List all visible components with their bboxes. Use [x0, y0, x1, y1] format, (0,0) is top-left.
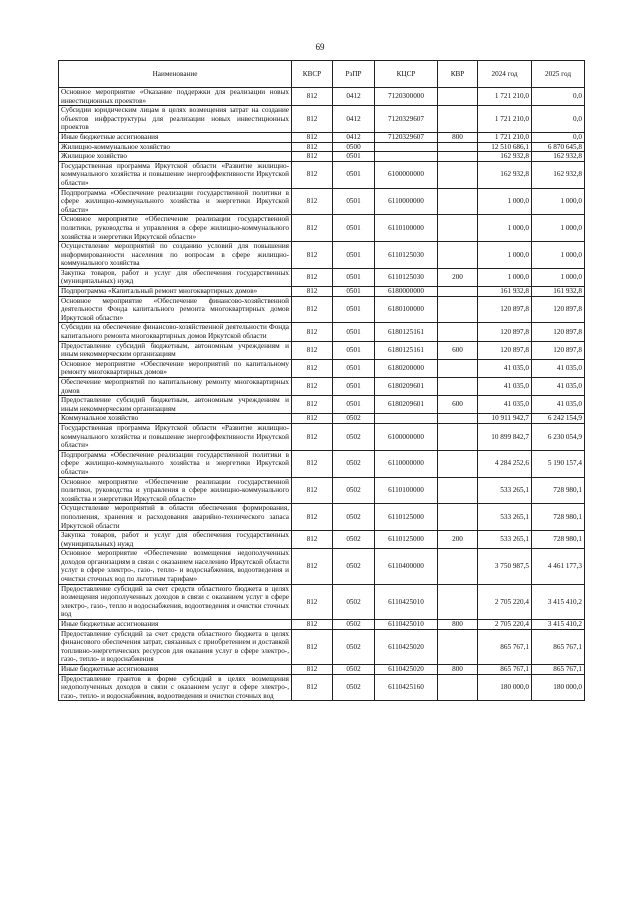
- row-name: Коммунальное хозяйство: [59, 414, 292, 424]
- row-kvr: [438, 450, 478, 477]
- page-number: 69: [315, 42, 325, 52]
- row-kvsr: 812: [292, 88, 333, 106]
- col-header-name: Наименование: [59, 61, 292, 88]
- row-name: Осуществление мероприятий по созданию условий для повышения информированности населения по вопросам в сфере жилищно-коммунального хозяйства: [59, 242, 292, 269]
- row-kvsr: 812: [292, 359, 333, 377]
- row-kvr: [438, 142, 478, 152]
- row-amount-2025: 728 980,1: [532, 504, 585, 531]
- row-kcsr: 6100000000: [375, 423, 438, 450]
- row-amount-2024: 533 265,1: [478, 477, 532, 504]
- table-row: [59, 242, 585, 269]
- row-rzpr: 0501: [333, 378, 375, 396]
- row-kvr: 800: [438, 620, 478, 630]
- row-kvr: [438, 504, 478, 531]
- row-name: Жилищно-коммунальное хозяйство: [59, 142, 292, 152]
- row-kvsr: 812: [292, 584, 333, 619]
- row-amount-2025: 41 035,0: [532, 396, 585, 414]
- table-row: [59, 132, 585, 142]
- row-rzpr: 0502: [333, 674, 375, 701]
- col-header-rzpr: РзПР: [333, 61, 375, 88]
- row-kvr: [438, 378, 478, 396]
- row-name: Субсидии юридическим лицам в целях возмещения затрат на создание объектов инфраструктуры для реализации новых инвестиционных проектов: [59, 106, 292, 133]
- row-name: Подпрограмма «Капитальный ремонт многоквартирных домов»: [59, 287, 292, 297]
- row-kvsr: 812: [292, 188, 333, 215]
- row-kvr: [438, 674, 478, 701]
- row-amount-2024: 12 510 686,1: [478, 142, 532, 152]
- col-header-kvsr: КВСР: [292, 61, 333, 88]
- table-row: [59, 215, 585, 242]
- table-row: [59, 531, 585, 549]
- row-amount-2025: 162 932,8: [532, 161, 585, 188]
- row-kvr: [438, 188, 478, 215]
- row-name: Субсидии на обеспечение финансово-хозяйственной деятельности Фонда капитального ремонта многоквартирных домов Иркутской области: [59, 323, 292, 341]
- row-rzpr: 0412: [333, 106, 375, 133]
- row-amount-2024: 180 000,0: [478, 674, 532, 701]
- row-kvsr: 812: [292, 549, 333, 584]
- row-rzpr: 0501: [333, 161, 375, 188]
- row-kvsr: 812: [292, 323, 333, 341]
- row-kvsr: 812: [292, 414, 333, 424]
- row-kcsr: [375, 152, 438, 162]
- table-row: [59, 341, 585, 359]
- row-kvr: 800: [438, 665, 478, 675]
- row-amount-2024: 1 721 210,0: [478, 132, 532, 142]
- row-amount-2025: 6 230 054,9: [532, 423, 585, 450]
- row-kcsr: 6110125030: [375, 242, 438, 269]
- row-kvr: 600: [438, 396, 478, 414]
- row-kvsr: 812: [292, 287, 333, 297]
- row-amount-2024: 120 897,8: [478, 323, 532, 341]
- row-kcsr: 6110125000: [375, 531, 438, 549]
- row-rzpr: 0501: [333, 188, 375, 215]
- row-name: Предоставление субсидий за счет средств областного бюджета в целях финансового обеспечения затрат, связанных с приобретением и доставкой топливно-энергетических ресурсов для оказания услуг в сфере электро-, газо-, тепло- и водоснабжения: [59, 629, 292, 664]
- row-name: Закупка товаров, работ и услуг для обеспечения государственных (муниципальных) нужд: [59, 268, 292, 286]
- row-rzpr: 0502: [333, 423, 375, 450]
- row-kvr: [438, 584, 478, 619]
- row-amount-2024: 865 767,1: [478, 665, 532, 675]
- row-name: Закупка товаров, работ и услуг для обеспечения государственных (муниципальных) нужд: [59, 531, 292, 549]
- row-kvr: 600: [438, 341, 478, 359]
- row-kvr: [438, 242, 478, 269]
- row-amount-2024: 4 284 252,6: [478, 450, 532, 477]
- col-header-kvr: КВР: [438, 61, 478, 88]
- row-kcsr: 6110100000: [375, 477, 438, 504]
- row-amount-2025: 865 767,1: [532, 629, 585, 664]
- table-row: [59, 152, 585, 162]
- row-kvr: [438, 88, 478, 106]
- row-name: Подпрограмма «Обеспечение реализации государственной политики в сфере жилищно-коммунального хозяйства и энергетики Иркутской области»: [59, 188, 292, 215]
- row-amount-2025: 6 242 154,9: [532, 414, 585, 424]
- row-amount-2025: 120 897,8: [532, 296, 585, 323]
- table-row: [59, 423, 585, 450]
- row-name: Основное мероприятие «Обеспечение реализации государственной политики, руководства и управления в сфере жилищно-коммунального хозяйства и энергетики Иркутской области»: [59, 215, 292, 242]
- row-amount-2024: 2 705 220,4: [478, 584, 532, 619]
- row-name: Основное мероприятие «Обеспечение реализации государственной политики, руководства и управления в сфере жилищно-коммунального хозяйства и энергетики Иркутской области»: [59, 477, 292, 504]
- table-row: [59, 88, 585, 106]
- row-rzpr: 0502: [333, 620, 375, 630]
- row-rzpr: 0412: [333, 88, 375, 106]
- row-amount-2025: 3 415 410,2: [532, 584, 585, 619]
- row-kvsr: 812: [292, 396, 333, 414]
- row-kvsr: 812: [292, 665, 333, 675]
- row-amount-2025: 1 000,0: [532, 188, 585, 215]
- row-kcsr: 6110125000: [375, 504, 438, 531]
- table-row: [59, 106, 585, 133]
- row-kcsr: 6110100000: [375, 215, 438, 242]
- row-name: Предоставление субсидий бюджетным, автономным учреждениям и иным некоммерческим организациям: [59, 396, 292, 414]
- row-kvsr: 812: [292, 378, 333, 396]
- row-kvsr: 812: [292, 504, 333, 531]
- row-amount-2025: 41 035,0: [532, 359, 585, 377]
- row-name: Обеспечение мероприятий по капитальному ремонту многоквартирных домов: [59, 378, 292, 396]
- row-kvsr: 812: [292, 132, 333, 142]
- row-amount-2025: 0,0: [532, 132, 585, 142]
- table-row: [59, 142, 585, 152]
- table-row: [59, 378, 585, 396]
- row-kvr: [438, 359, 478, 377]
- row-kcsr: 6180000000: [375, 287, 438, 297]
- row-name: Жилищное хозяйство: [59, 152, 292, 162]
- row-amount-2024: 120 897,8: [478, 296, 532, 323]
- row-name: Основное мероприятие «Обеспечение возмещения недополученных доходов организациям в связи с оказанием населению Иркутской области услуг в сфере электро-, газо-, тепло- и водоснабжения, водоотведения и очистки сточных вод по льготным тарифам»: [59, 549, 292, 584]
- row-kvr: [438, 296, 478, 323]
- row-kcsr: [375, 142, 438, 152]
- row-amount-2024: 1 000,0: [478, 188, 532, 215]
- row-rzpr: 0502: [333, 504, 375, 531]
- row-rzpr: 0502: [333, 414, 375, 424]
- row-kcsr: 6180209601: [375, 378, 438, 396]
- row-kvsr: 812: [292, 531, 333, 549]
- row-kvr: 800: [438, 132, 478, 142]
- table-row: [59, 665, 585, 675]
- row-rzpr: 0412: [333, 132, 375, 142]
- row-name: Иные бюджетные ассигнования: [59, 620, 292, 630]
- row-kcsr: 6180125161: [375, 323, 438, 341]
- row-kvsr: 812: [292, 477, 333, 504]
- table-row: [59, 188, 585, 215]
- row-name: Предоставление грантов в форме субсидий в целях возмещения недополученных доходов в связи с оказанием услуг в сфере электро-, газо-, тепло- и водоснабжения, водоотведения и очистки сточных вод: [59, 674, 292, 701]
- table-header: [59, 61, 585, 88]
- row-amount-2024: 120 897,8: [478, 341, 532, 359]
- row-amount-2024: 161 932,8: [478, 287, 532, 297]
- row-kvr: [438, 287, 478, 297]
- row-rzpr: 0502: [333, 531, 375, 549]
- row-kcsr: 6180125161: [375, 341, 438, 359]
- row-kvsr: 812: [292, 242, 333, 269]
- row-amount-2025: 1 000,0: [532, 242, 585, 269]
- row-rzpr: 0502: [333, 477, 375, 504]
- row-kvsr: 812: [292, 215, 333, 242]
- table-row: [59, 323, 585, 341]
- row-amount-2025: 1 000,0: [532, 268, 585, 286]
- row-kcsr: [375, 414, 438, 424]
- row-amount-2025: 728 980,1: [532, 477, 585, 504]
- table-row: [59, 450, 585, 477]
- row-kvr: [438, 549, 478, 584]
- table-body: [59, 88, 585, 701]
- row-kvr: [438, 161, 478, 188]
- row-kvsr: 812: [292, 268, 333, 286]
- table-row: [59, 396, 585, 414]
- row-kcsr: 6110425020: [375, 665, 438, 675]
- row-name: Основное мероприятие «Обеспечение мероприятий по капитальному ремонту многоквартирных домов»: [59, 359, 292, 377]
- row-kvsr: 812: [292, 152, 333, 162]
- row-kcsr: 6110000000: [375, 188, 438, 215]
- row-kcsr: 6110425010: [375, 620, 438, 630]
- row-name: Иные бюджетные ассигнования: [59, 665, 292, 675]
- table-row: [59, 674, 585, 701]
- row-rzpr: 0501: [333, 359, 375, 377]
- row-rzpr: 0501: [333, 242, 375, 269]
- table-row: [59, 504, 585, 531]
- row-kvr: [438, 215, 478, 242]
- row-kvr: [438, 323, 478, 341]
- col-header-2024: 2024 год: [478, 61, 532, 88]
- row-amount-2024: 1 721 210,0: [478, 88, 532, 106]
- table-row: [59, 296, 585, 323]
- row-rzpr: 0501: [333, 268, 375, 286]
- row-kvsr: 812: [292, 450, 333, 477]
- row-name: Основное мероприятие «Оказание поддержки для реализации новых инвестиционных проектов»: [59, 88, 292, 106]
- table-row: [59, 584, 585, 619]
- row-kcsr: 6180200000: [375, 359, 438, 377]
- table-row: [59, 477, 585, 504]
- row-amount-2025: 161 932,8: [532, 287, 585, 297]
- row-kcsr: 7120300000: [375, 88, 438, 106]
- row-kvsr: 812: [292, 674, 333, 701]
- row-kvr: [438, 414, 478, 424]
- row-kvsr: 812: [292, 106, 333, 133]
- row-name: Осуществление мероприятий в области обеспечения формирования, пополнения, хранения и расходования аварийно-технического запаса Иркутской области: [59, 504, 292, 531]
- row-amount-2025: 162 932,8: [532, 152, 585, 162]
- row-kcsr: 6110425020: [375, 629, 438, 664]
- row-kvsr: 812: [292, 629, 333, 664]
- row-kvr: 200: [438, 268, 478, 286]
- row-amount-2025: 3 415 410,2: [532, 620, 585, 630]
- row-amount-2024: 533 265,1: [478, 531, 532, 549]
- row-amount-2025: 180 000,0: [532, 674, 585, 701]
- row-kvr: [438, 477, 478, 504]
- row-amount-2025: 0,0: [532, 106, 585, 133]
- row-rzpr: 0501: [333, 341, 375, 359]
- row-kcsr: 6180100000: [375, 296, 438, 323]
- row-kcsr: 6110400000: [375, 549, 438, 584]
- row-rzpr: 0501: [333, 296, 375, 323]
- row-rzpr: 0502: [333, 629, 375, 664]
- row-amount-2024: 2 705 220,4: [478, 620, 532, 630]
- row-kvsr: 812: [292, 423, 333, 450]
- table-row: [59, 549, 585, 584]
- row-amount-2024: 162 932,8: [478, 152, 532, 162]
- row-amount-2025: 4 461 177,3: [532, 549, 585, 584]
- table-row: [59, 268, 585, 286]
- row-name: Предоставление субсидий бюджетным, автономным учреждениям и иным некоммерческим организациям: [59, 341, 292, 359]
- row-name: Государственная программа Иркутской области «Развитие жилищно-коммунального хозяйства и повышение энергоэффективности Иркутской области»: [59, 423, 292, 450]
- row-name: Основное мероприятие «Обеспечение финансово-хозяйственной деятельности Фонда капитального ремонта многоквартирных домов Иркутской области»: [59, 296, 292, 323]
- table-row: [59, 359, 585, 377]
- row-amount-2025: 5 190 157,4: [532, 450, 585, 477]
- row-amount-2025: 120 897,8: [532, 323, 585, 341]
- row-kcsr: 6110425010: [375, 584, 438, 619]
- row-amount-2024: 1 721 210,0: [478, 106, 532, 133]
- row-kcsr: 6110000000: [375, 450, 438, 477]
- row-amount-2024: 1 000,0: [478, 268, 532, 286]
- row-kvr: [438, 152, 478, 162]
- row-kcsr: 6180209601: [375, 396, 438, 414]
- row-amount-2024: 3 750 987,5: [478, 549, 532, 584]
- row-amount-2024: 865 767,1: [478, 629, 532, 664]
- row-rzpr: 0502: [333, 549, 375, 584]
- row-amount-2024: 10 899 842,7: [478, 423, 532, 450]
- row-amount-2024: 1 000,0: [478, 242, 532, 269]
- row-rzpr: 0502: [333, 450, 375, 477]
- row-amount-2024: 533 265,1: [478, 504, 532, 531]
- row-amount-2025: 41 035,0: [532, 378, 585, 396]
- row-amount-2024: 10 911 942,7: [478, 414, 532, 424]
- col-header-2025: 2025 год: [532, 61, 585, 88]
- header-row: [59, 61, 585, 88]
- row-amount-2024: 162 932,8: [478, 161, 532, 188]
- row-kvr: 200: [438, 531, 478, 549]
- col-header-kcsr: КЦСР: [375, 61, 438, 88]
- row-amount-2025: 865 767,1: [532, 665, 585, 675]
- budget-table: [58, 60, 585, 701]
- row-rzpr: 0501: [333, 215, 375, 242]
- row-amount-2024: 41 035,0: [478, 396, 532, 414]
- table-row: [59, 287, 585, 297]
- row-kvr: [438, 106, 478, 133]
- row-kcsr: 6110425160: [375, 674, 438, 701]
- row-kcsr: 6110125030: [375, 268, 438, 286]
- table-row: [59, 620, 585, 630]
- row-kvr: [438, 629, 478, 664]
- row-kvsr: 812: [292, 142, 333, 152]
- row-rzpr: 0502: [333, 665, 375, 675]
- table-row: [59, 414, 585, 424]
- row-kvsr: 812: [292, 161, 333, 188]
- row-kvr: [438, 423, 478, 450]
- row-kvsr: 812: [292, 341, 333, 359]
- row-kcsr: 6100000000: [375, 161, 438, 188]
- row-name: Государственная программа Иркутской области «Развитие жилищно-коммунального хозяйства и повышение энергоэффективности Иркутской области»: [59, 161, 292, 188]
- row-name: Иные бюджетные ассигнования: [59, 132, 292, 142]
- row-kvsr: 812: [292, 620, 333, 630]
- row-rzpr: 0501: [333, 287, 375, 297]
- row-rzpr: 0502: [333, 584, 375, 619]
- row-amount-2024: 41 035,0: [478, 378, 532, 396]
- row-amount-2025: 6 870 645,8: [532, 142, 585, 152]
- row-amount-2025: 1 000,0: [532, 215, 585, 242]
- row-amount-2025: 728 980,1: [532, 531, 585, 549]
- row-kcsr: 7120329607: [375, 106, 438, 133]
- row-kvsr: 812: [292, 296, 333, 323]
- table-row: [59, 161, 585, 188]
- row-rzpr: 0501: [333, 323, 375, 341]
- row-amount-2025: 120 897,8: [532, 341, 585, 359]
- row-amount-2024: 41 035,0: [478, 359, 532, 377]
- table-row: [59, 629, 585, 664]
- row-amount-2025: 0,0: [532, 88, 585, 106]
- row-kcsr: 7120329607: [375, 132, 438, 142]
- row-name: Предоставление субсидий за счет средств областного бюджета в целях возмещения недополученных доходов в связи с оказанием услуг в сфере электро-, газо-, тепло и водоснабжения, водоотведения и очистки сточных вод: [59, 584, 292, 619]
- row-rzpr: 0500: [333, 142, 375, 152]
- row-amount-2024: 1 000,0: [478, 215, 532, 242]
- row-rzpr: 0501: [333, 396, 375, 414]
- row-rzpr: 0501: [333, 152, 375, 162]
- row-name: Подпрограмма «Обеспечение реализации государственной политики в сфере жилищно-коммунального хозяйства и энергетики Иркутской области»: [59, 450, 292, 477]
